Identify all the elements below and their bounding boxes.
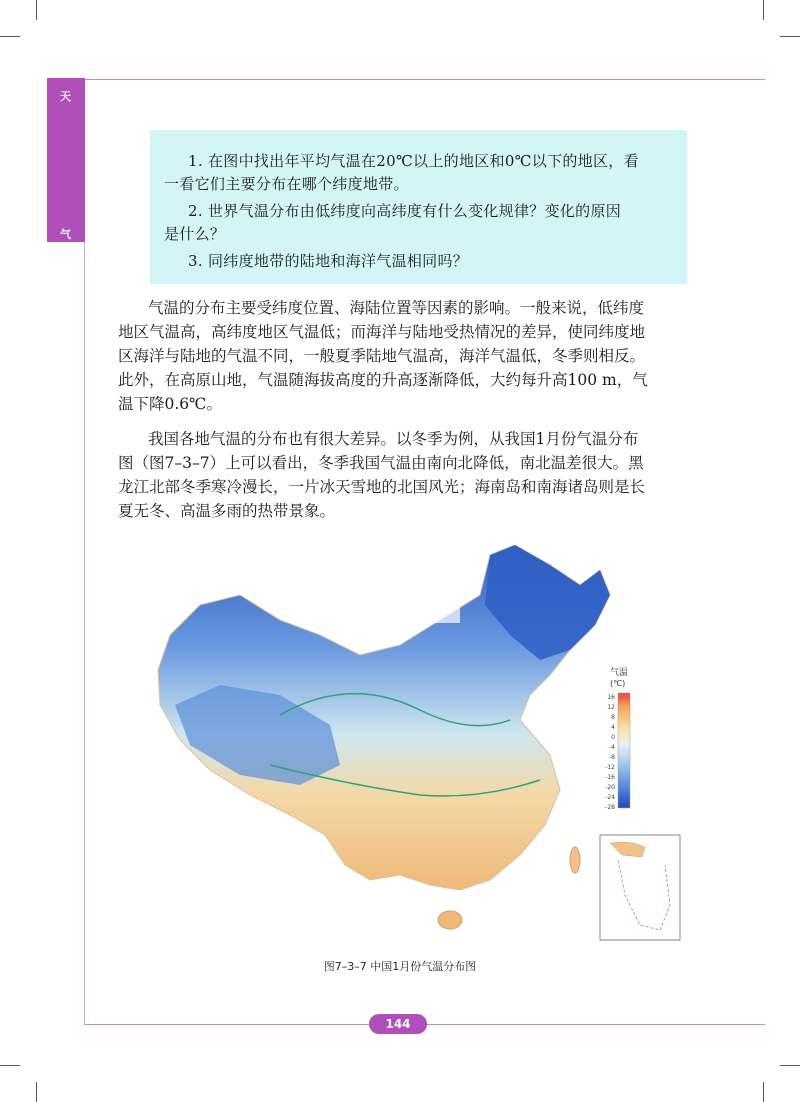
paragraph-1-line: 地区气温高，高纬度地区气温低；而海洋与陆地受热情况的差异，使同纬度地 <box>118 323 646 341</box>
legend-tick-label: -12 <box>605 764 615 771</box>
crop-mark <box>763 0 764 20</box>
crop-mark <box>780 1065 800 1066</box>
crop-mark <box>763 1082 764 1102</box>
legend-tick-label: -24 <box>605 794 615 801</box>
chapter-side-tab <box>47 78 85 242</box>
page-number: 144 <box>369 1014 427 1034</box>
side-tab-char-top: 天 <box>60 90 71 103</box>
paragraph-1-line: 气温的分布主要受纬度位置、海陆位置等因素的影响。一般来说，低纬度 <box>148 299 645 317</box>
legend-title: 气温 <box>610 668 629 678</box>
temperature-legend-bar <box>618 693 630 808</box>
legend-tick-label: 0 <box>611 734 615 741</box>
paragraph-2-line: 夏无冬、高温多雨的热带景象。 <box>118 502 336 520</box>
paragraph-2-line: 图（图7–3–7）上可以看出，冬季我国气温由南向北降低，南北温差很大。黑 <box>118 454 644 472</box>
map-figure <box>130 525 685 945</box>
side-tab-char-bottom: 气 <box>60 228 71 241</box>
paragraph-1-line: 温下降0.6℃。 <box>118 395 222 413</box>
top-rule <box>85 79 765 80</box>
legend-tick-label: -28 <box>605 804 615 811</box>
paragraph-2-line: 龙江北部冬季寒冷漫长，一片冰天雪地的北国风光；海南岛和南海诸岛则是长 <box>118 478 646 496</box>
legend-unit: (℃) <box>610 679 626 688</box>
legend-tick-label: -20 <box>605 784 615 791</box>
question-1-line-1: 1. 在图中找出年平均气温在20℃以上的地区和0℃以下的地区，看 <box>188 152 639 170</box>
taiwan-island <box>570 847 580 873</box>
legend-tick-label: 4 <box>611 724 615 731</box>
question-2-line-1: 2. 世界气温分布由低纬度向高纬度有什么变化规律？变化的原因 <box>188 202 622 220</box>
paragraph-2-line: 我国各地气温的分布也有很大差异。以冬季为例，从我国1月份气温分布 <box>148 430 639 448</box>
crop-mark <box>0 1065 20 1066</box>
activity-question-box <box>150 130 687 284</box>
question-1-line-2: 一看它们主要分布在哪个纬度地带。 <box>164 175 409 193</box>
paragraph-1-line: 区海洋与陆地的气温不同，一般夏季陆地气温高，海洋气温低，冬季则相反。 <box>118 347 646 365</box>
map-key-box <box>330 553 460 623</box>
china-january-temperature-map <box>130 525 685 945</box>
legend-tick-label: -16 <box>605 774 615 781</box>
legend-ticks <box>605 694 615 811</box>
crop-mark <box>36 0 37 20</box>
legend-tick-label: -4 <box>609 744 615 751</box>
legend-tick-label: 8 <box>611 714 615 721</box>
figure-caption: 图7–3–7 中国1月份气温分布图 <box>323 960 477 973</box>
crop-mark <box>36 1082 37 1102</box>
question-2-line-2: 是什么？ <box>164 225 226 243</box>
legend-tick-label: 12 <box>607 704 615 711</box>
paragraph-1-line: 此外，在高原山地，气温随海拔高度的升高逐渐降低，大约每升高100 m，气 <box>118 371 648 389</box>
crop-mark <box>0 36 20 37</box>
legend-tick-label: 16 <box>607 694 615 701</box>
hainan-island <box>438 911 462 929</box>
crop-mark <box>780 36 800 37</box>
question-3-line-1: 3. 同纬度地带的陆地和海洋气温相同吗？ <box>188 252 469 270</box>
legend-tick-label: -8 <box>609 754 615 761</box>
